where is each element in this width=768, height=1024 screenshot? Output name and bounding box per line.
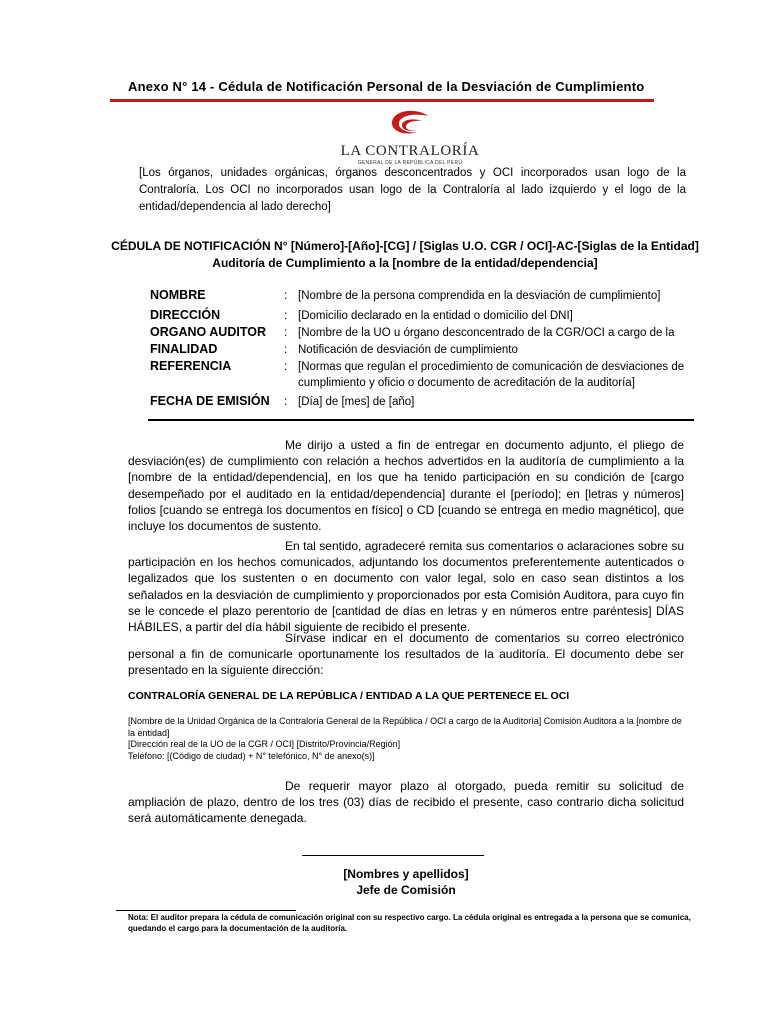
field-row-nombre	[150, 288, 695, 304]
address-title: CONTRALORÍA GENERAL DE LA REPÚBLICA / ENTIDAD A LA QUE PERTENECE EL OCI	[128, 690, 570, 702]
field-value: [Nombre de la persona comprendida en la desviación de cumplimiento]	[298, 290, 661, 302]
field-label: ORGANO AUDITOR	[150, 325, 266, 339]
swirl-logo-icon	[388, 110, 432, 142]
logo-wordmark: LA CONTRALORÍA	[340, 143, 480, 159]
address-line-2: [Dirección real de la UO de la CGR / OCI] [Distrito/Provincia/Región]	[128, 739, 401, 749]
heading-line-1: CÉDULA DE NOTIFICACIÓN N° [Número]-[Año]-[CG] / [Siglas U.O. CGR / OCI]-AC-[Siglas de la Entidad]	[111, 239, 699, 253]
address-block	[128, 716, 684, 762]
signature-line	[302, 855, 484, 856]
field-label: DIRECCIÓN	[150, 308, 221, 322]
field-label: REFERENCIA	[150, 359, 232, 373]
field-label: FINALIDAD	[150, 342, 218, 356]
title-divider	[110, 99, 654, 102]
body-paragraph-2: En tal sentido, agradeceré remita sus comentarios o aclaraciones sobre su participación en los hechos comunicados, adjuntando los documentos preferentemente autenticados o legalizados que los sustenten o en documento con valor legal, solo en caso sean distintos a los señalados en la desviación de cumplimiento y proporcionados por esta Comisión Auditora, para cuyo fin se le concede el plazo perentorio de [cantidad de días en letras y en números entre paréntesis] DÍAS HÁBILES, a partir del día hábil siguiente de recibido el presente.	[128, 539, 684, 635]
field-row-referencia	[150, 359, 695, 391]
address-line-3: Teléfono: [(Código de ciudad) + N° telefónico, N° de anexo(s)]	[128, 750, 375, 761]
field-colon: :	[284, 394, 288, 408]
field-value: [Nombre de la UO u órgano desconcentrado de la CGR/OCI a cargo de la	[298, 327, 675, 339]
field-colon: :	[284, 288, 288, 302]
field-colon: :	[284, 359, 288, 373]
address-line-1: [Nombre de la Unidad Orgánica de la Contraloría General de la República / OCI a cargo de la Auditoría] Comisión Auditora a la [nombre de la entidad]	[128, 716, 682, 738]
signature-block	[300, 866, 512, 898]
annex-title: Anexo N° 14 - Cédula de Notificación Personal de la Desviación de Cumplimiento	[128, 79, 645, 94]
notification-fields	[150, 288, 695, 410]
signer-name: [Nombres y apellidos]	[343, 867, 469, 881]
footnote: Nota: El auditor prepara la cédula de comunicación original con su respectivo cargo. La cédula original es entregada a la persona que se comunica, quedando el cargo para la documentación de la auditoría.	[128, 913, 691, 933]
field-row-direccion	[150, 308, 695, 324]
heading-line-2: Auditoría de Cumplimiento a la [nombre de la entidad/dependencia]	[212, 256, 598, 270]
field-row-finalidad	[150, 342, 695, 358]
field-colon: :	[284, 308, 288, 322]
field-colon: :	[284, 325, 288, 339]
signer-role: Jefe de Comisión	[356, 883, 456, 897]
contraloria-logo	[340, 110, 480, 166]
field-value: [Normas que regulan el procedimiento de comunicación de desviaciones de cumplimiento y oficio o documento de acreditación de la auditoría]	[298, 361, 685, 389]
logo-usage-note: [Los órganos, unidades orgánicas, órganos desconcentrados y OCI incorporados usan logo de la Contraloría. Los OCI no incorporados usan logo de la Contraloría al lado izquierdo y el logo de la entidad/dependencia al lado derecho]	[139, 167, 686, 213]
body-paragraph-3: Sírvase indicar en el documento de comentarios su correo electrónico personal a fin de comunicarle oportunamente los resultados de la auditoría. El documento debe ser presentado en la siguiente dirección:	[128, 631, 684, 678]
body-paragraph-4: De requerir mayor plazo al otorgado, pueda remitir su solicitud de ampliación de plazo, dentro de los tres (03) días de recibido el presente, caso contrario dicha solicitud será automáticamente denegada.	[128, 779, 684, 826]
footnote-divider	[116, 910, 296, 911]
field-label: FECHA DE EMISIÓN	[150, 394, 270, 408]
fields-divider	[148, 419, 694, 421]
field-value: Notificación de desviación de cumplimiento	[298, 344, 518, 356]
field-colon: :	[284, 342, 288, 356]
logo-subtitle: GENERAL DE LA REPÚBLICA DEL PERÚ	[357, 160, 463, 166]
field-value: [Domicilio declarado en la entidad o domicilio del DNI]	[298, 310, 573, 322]
field-row-organo-auditor	[150, 325, 695, 341]
field-value: [Día] de [mes] de [año]	[298, 396, 415, 408]
field-row-fecha-emision	[150, 394, 695, 410]
document-heading	[100, 238, 710, 272]
field-label: NOMBRE	[150, 288, 206, 302]
body-paragraph-1: Me dirijo a usted a fin de entregar en documento adjunto, el pliego de desviación(es) de cumplimiento con relación a hechos advertidos en la auditoría de cumplimiento a la [nombre de la entidad/dependencia], en los que ha tenido participación en su condición de [cargo desempeñado por el auditado en la entidad/dependencia] durante el [período]; en [letras y números] folios [cuando se entrega los documentos en físico] o CD [cuando se entrega en medio magnético], que incluye los documentos de sustento.	[128, 438, 684, 534]
